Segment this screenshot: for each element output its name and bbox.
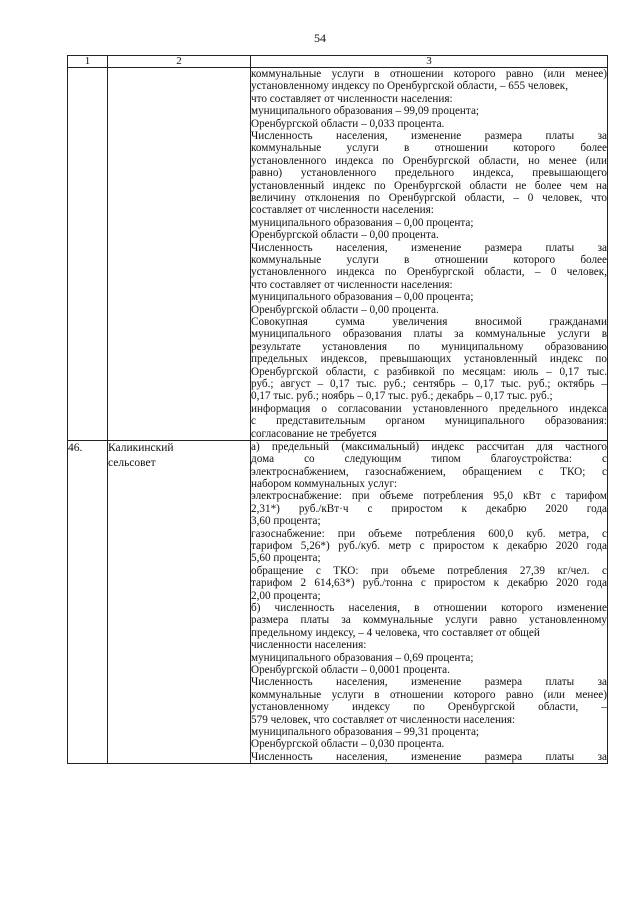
- column-header-number: 1: [68, 56, 108, 68]
- description-line: размера платы за коммунальные услуги равно установленному: [251, 614, 607, 627]
- description-line: Оренбургской области – 0,0001 процента.: [251, 664, 450, 677]
- description-line: коммунальные услуги в отношении которого более: [251, 253, 607, 266]
- description-line: величину отклонения по Оренбургской области, – 0 человек, что: [251, 191, 607, 204]
- row-number: 46.: [68, 440, 108, 763]
- description-line: обращение с ТКО: при объеме потребления 27,39 кг/чел. с: [251, 564, 607, 577]
- description-line: установленному индексу по Оренбургской области, –: [251, 701, 607, 714]
- description-line: установленного индекса по Оренбургской области, – 0 человек,: [251, 266, 607, 279]
- description-line: 3,60 процента;: [251, 515, 321, 528]
- municipality-name-line: сельсовет: [108, 456, 156, 469]
- description-line: информация о согласовании установленного предельного индекса: [251, 402, 607, 415]
- description-line: муниципального образования платы за коммунальные услуги в: [251, 328, 607, 341]
- row-description: [251, 68, 608, 441]
- description-line: муниципального образования – 0,00 процента;: [251, 291, 474, 304]
- column-header-name: 2: [108, 56, 251, 68]
- description-line: Оренбургской области – 0,030 процента.: [251, 738, 445, 751]
- description-line: тарифом 2 614,63*) руб./тонна с приростом к декабрю 2020 года: [251, 577, 607, 590]
- description-line: предельному индексу, – 4 человека, что составляет от общей: [251, 626, 540, 639]
- description-line: 2,31*) руб./кВт·ч с приростом к декабрю 2020 года: [251, 502, 607, 515]
- row-municipality-name: [108, 440, 251, 763]
- description-line: муниципального образования – 0,69 процента;: [251, 651, 474, 664]
- column-header-description: 3: [251, 56, 608, 68]
- description-line: составляет от численности населения:: [251, 204, 434, 217]
- table-row: [68, 440, 608, 763]
- description-line: муниципального образования – 99,31 процента;: [251, 726, 480, 739]
- description-line: муниципального образования – 99,09 процента;: [251, 105, 480, 118]
- description-line: что составляет от численности населения:: [251, 278, 453, 291]
- row-description: [251, 440, 608, 763]
- description-line: Численность населения, изменение размера платы за: [251, 130, 607, 143]
- description-line: установленный индекс по Оренбургской области не более чем на: [251, 179, 607, 192]
- description-line: электроснабжением, газоснабжением, обращением с ТКО; с: [251, 465, 607, 478]
- description-line: а) предельный (максимальный) индекс рассчитан для частного: [251, 440, 607, 453]
- description-line: дома со следующим типом благоустройства: с: [251, 453, 607, 466]
- description-line: Оренбургской области – 0,00 процента.: [251, 303, 439, 316]
- description-line: 5,60 процента;: [251, 552, 321, 565]
- description-line: руб.; август – 0,17 тыс. руб.; сентябрь – 0,17 тыс. руб.; октябрь –: [251, 377, 607, 390]
- description-line: Численность населения, изменение размера платы за: [251, 750, 607, 763]
- description-line: численности населения:: [251, 639, 367, 652]
- row-number: [68, 68, 108, 441]
- row-municipality-name: [108, 68, 251, 441]
- data-table: [67, 55, 608, 764]
- description-line: Численность населения, изменение размера платы за: [251, 676, 607, 689]
- description-line: что составляет от численности населения:: [251, 92, 453, 105]
- table-row: [68, 68, 608, 441]
- description-line: газоснабжение: при объеме потребления 600,0 куб. метра, с: [251, 527, 607, 540]
- description-line: муниципального образования – 0,00 процента;: [251, 216, 474, 229]
- page-number: 54: [314, 31, 326, 45]
- description-line: Совокупная сумма увеличения вносимой гражданами: [251, 315, 607, 328]
- description-line: предельных индексов, превышающих установленный индекс по: [251, 353, 607, 366]
- description-line: Оренбургской области, с разбивкой по месяцам: июль – 0,17 тыс.: [251, 365, 607, 378]
- municipality-name-line: Каликинский: [108, 441, 174, 454]
- description-line: установленному индексу по Оренбургской области, – 655 человек,: [251, 80, 569, 93]
- description-line: набором коммунальных услуг:: [251, 478, 398, 491]
- description-line: с представительным органом муниципального образования:: [251, 415, 607, 428]
- description-line: результате установления по муниципальному образованию: [251, 340, 607, 353]
- description-line: б) численность населения, в отношении которого изменение: [251, 602, 607, 615]
- description-line: Оренбургской области – 0,00 процента.: [251, 229, 439, 242]
- description-line: установленного индекса по Оренбургской области, но менее (или: [251, 154, 607, 167]
- description-line: электроснабжение: при объеме потребления 95,0 кВт с тарифом: [251, 490, 607, 503]
- description-line: Оренбургской области – 0,033 процента.: [251, 117, 445, 130]
- description-line: 579 человек, что составляет от численности населения:: [251, 713, 516, 726]
- description-line: согласование не требуется: [251, 427, 377, 440]
- description-line: 2,00 процента;: [251, 589, 321, 602]
- description-line: Численность населения, изменение размера платы за: [251, 241, 607, 254]
- description-line: коммунальные услуги в отношении которого равно (или менее): [251, 68, 607, 80]
- description-line: 0,17 тыс. руб.; ноябрь – 0,17 тыс. руб.; декабрь – 0,17 тыс. руб.;: [251, 390, 553, 403]
- table-header-row: [68, 56, 608, 68]
- description-line: коммунальные услуги в отношении которого равно (или менее): [251, 688, 607, 701]
- description-line: равно) установленного предельного индекса, превышающего: [251, 167, 607, 180]
- description-line: тарифом 5,26*) руб./куб. метр с приростом к декабрю 2020 года: [251, 540, 607, 553]
- description-line: коммунальные услуги в отношении которого более: [251, 142, 607, 155]
